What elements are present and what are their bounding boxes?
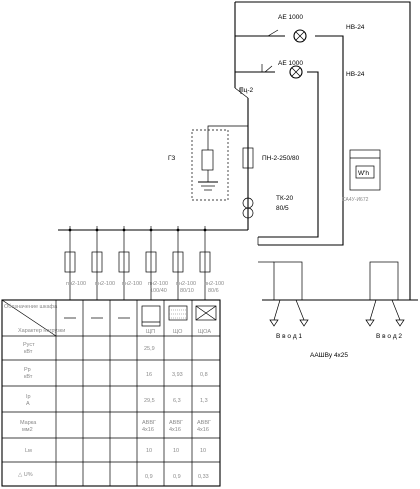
panel-schoa-icon xyxy=(196,306,216,320)
input-lines xyxy=(258,262,418,359)
cell-value xyxy=(197,420,213,433)
incoming-lines xyxy=(58,2,410,300)
cell-value xyxy=(169,420,185,433)
cell-value: 6,3 xyxy=(173,398,181,404)
row-label xyxy=(23,342,36,355)
fuse-label xyxy=(148,281,170,294)
fuse-label xyxy=(176,281,198,294)
fuse-label-line-2: 80/6 xyxy=(208,288,219,294)
cabinet-table xyxy=(2,300,220,486)
pc2-switch xyxy=(235,87,254,98)
row-label-line: Рр xyxy=(24,367,31,373)
row-label-line: Руст xyxy=(23,342,35,348)
meter-model: СА4У-И672 xyxy=(342,197,369,203)
top-lamp-label: НВ-24 xyxy=(346,24,365,31)
tt-label-1: ТК-20 xyxy=(276,195,294,202)
g3-label: ГЗ xyxy=(168,155,176,162)
cell-value: 16 xyxy=(146,372,153,378)
main-fuse xyxy=(243,148,300,168)
fuse-label-line-1: пн2-100 xyxy=(204,281,225,287)
fuse-label xyxy=(204,281,226,294)
top-switch-label: АЕ 1000 xyxy=(278,14,303,21)
row-label xyxy=(20,420,38,433)
cell-value: 10 xyxy=(200,448,207,454)
cell-value-line: 4х16 xyxy=(142,427,154,433)
current-transformer-icon xyxy=(243,195,294,218)
fuse-label-line-1: пн2-100 xyxy=(148,281,169,287)
cell-value: 0,9 xyxy=(173,474,181,480)
cable-label: ААШВу 4х25 xyxy=(310,352,349,359)
g3-box xyxy=(168,126,248,200)
row-label: Lм xyxy=(25,448,32,454)
vvod1-box xyxy=(274,262,302,300)
cell-value: 0,33 xyxy=(198,474,209,480)
middle-switch-label: АЕ 1000 xyxy=(278,60,303,67)
tt-label-2: 80/5 xyxy=(276,205,289,212)
table-header-bottom: Характер нагрузки xyxy=(18,328,66,334)
fuse-label-line-1: пн2-100 xyxy=(176,281,197,287)
panel-scho-icon xyxy=(169,306,187,320)
cell-value-line: АВВГ xyxy=(169,420,183,426)
middle-lamp-label: НВ-24 xyxy=(346,71,365,78)
vvod2-label: В в о д 2 xyxy=(376,333,403,340)
cell-value-line: 4х16 xyxy=(169,427,181,433)
cell-value: 10 xyxy=(173,448,180,454)
fuse-label-line-2: 100/40 xyxy=(150,288,167,294)
top-breaker xyxy=(268,14,365,42)
row-label-line: мм2 xyxy=(22,427,33,433)
cabinet-label-schoa: ЩОА xyxy=(198,329,211,335)
panel-schp-icon xyxy=(142,306,160,326)
row-label xyxy=(24,367,33,380)
cell-value-line: АВВГ xyxy=(197,420,211,426)
vvod1-label: В в о д 1 xyxy=(276,333,303,340)
row-label-line: кВт xyxy=(24,374,33,380)
cell-value: 29,5 xyxy=(144,398,155,404)
row-label-line: кВт xyxy=(24,349,33,355)
cabinet-label-scho: ЩО xyxy=(173,329,183,335)
cabinet-label-schp: ЩП xyxy=(146,329,156,335)
row-label xyxy=(26,394,32,407)
fuse-label: пн2-100 xyxy=(66,281,87,287)
fuse-label: пн2-100 xyxy=(122,281,143,287)
fuse-label-line-2: 80/10 xyxy=(180,288,194,294)
meter-text: W'h xyxy=(358,170,369,177)
row-label-line: Ір xyxy=(26,394,31,400)
fuse-labels xyxy=(66,281,226,294)
cell-value: 3,93 xyxy=(172,372,183,378)
cell-value-line: АВВГ xyxy=(142,420,156,426)
row-label: △ U% xyxy=(18,472,33,478)
row-label-line: А xyxy=(26,401,30,407)
cell-value: 10 xyxy=(146,448,153,454)
cell-value: 1,3 xyxy=(200,398,208,404)
cell-value: 0,9 xyxy=(145,474,153,480)
cell-value-line: 4х16 xyxy=(197,427,209,433)
table-header-top: Обозначение шкафа xyxy=(4,304,58,310)
middle-breaker xyxy=(262,60,365,78)
cell-value: 25,9 xyxy=(144,346,155,352)
vvod2-box xyxy=(370,262,398,300)
meter xyxy=(342,150,380,203)
fuse-label: пн2-100 xyxy=(95,281,116,287)
cell-value xyxy=(142,420,158,433)
main-fuse-label: ПН-2-250/80 xyxy=(262,155,300,162)
cell-value: 0,8 xyxy=(200,372,208,378)
row-label-line: Марка xyxy=(20,420,37,426)
pc2-label: Пц-2 xyxy=(239,87,254,94)
